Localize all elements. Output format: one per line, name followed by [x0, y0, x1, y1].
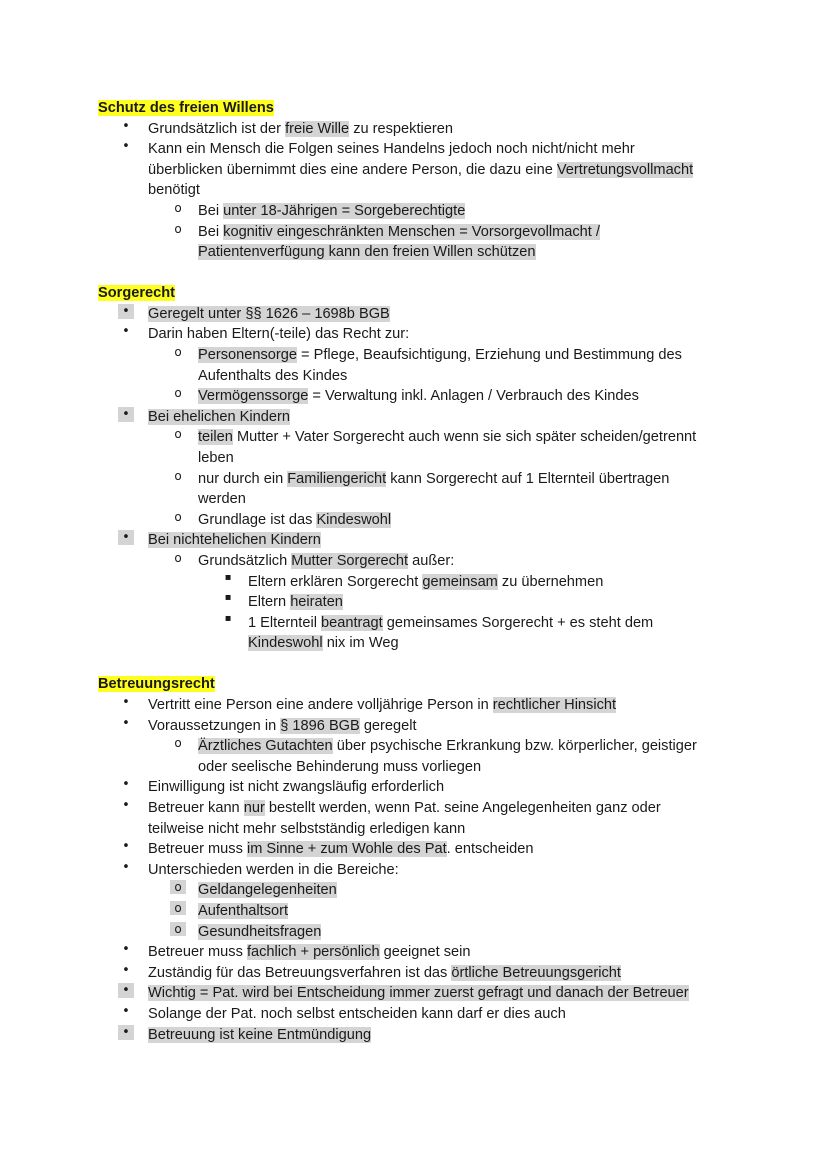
list-item [98, 222, 748, 263]
text-line [148, 819, 748, 840]
bullet-icon: • [122, 324, 130, 340]
list-item [98, 880, 748, 901]
highlighted-text: Familiengericht [287, 470, 387, 487]
highlighted-text: Ärztliches Gutachten [198, 738, 333, 755]
text-line [198, 448, 748, 469]
text: über psychische Erkrankung bzw. körperlicher, geistiger [332, 738, 697, 755]
section-title-text: Schutz des freien Willens [98, 100, 274, 116]
text-line [148, 798, 748, 819]
bullet-icon: • [122, 139, 130, 155]
highlighted-text: § 1896 BGB [280, 717, 360, 734]
text-line [198, 901, 748, 922]
text-line [198, 366, 748, 387]
text: Grundsätzlich [198, 552, 292, 569]
list-item [98, 324, 748, 345]
text: Eltern [248, 594, 291, 611]
highlighted-text: Personensorge [198, 347, 297, 364]
highlighted-text: Gesundheitsfragen [198, 923, 322, 940]
text: Betreuer kann [148, 800, 244, 816]
text-line [248, 613, 748, 634]
highlighted-text: Geldangelegenheiten [198, 882, 337, 899]
bullet-icon: • [118, 530, 134, 545]
text-line [148, 160, 748, 181]
circle-bullet-icon: o [174, 221, 182, 236]
text-line [198, 510, 748, 531]
text-line [198, 736, 748, 757]
text: oder seelische Behinderung muss vorliegen [198, 758, 482, 775]
text: Eltern erklären Sorgerecht [248, 573, 423, 590]
text: bestellt werden, wenn Pat. seine Angelegenheiten ganz oder [264, 800, 661, 816]
list-item [98, 304, 748, 325]
list-item [98, 963, 748, 984]
bullet-icon: • [118, 983, 134, 998]
text-line [248, 572, 748, 593]
highlighted-text: Bei ehelichen Kindern [148, 408, 290, 425]
highlighted-text: fachlich + persönlich [246, 944, 380, 961]
square-bullet-icon: ▪ [224, 612, 232, 624]
text: Unterschieden werden in die Bereiche: [148, 861, 399, 878]
highlighted-text: gemeinsam [422, 573, 498, 590]
list-item [98, 1004, 748, 1025]
text-line [148, 119, 748, 140]
highlighted-text: Vermögenssorge [198, 388, 309, 405]
text: gemeinsames Sorgerecht + es steht dem [382, 614, 654, 631]
circle-bullet-icon: o [170, 922, 186, 936]
highlighted-text: beantragt [321, 614, 383, 631]
text-line [148, 983, 748, 1004]
circle-bullet-icon: o [174, 200, 182, 215]
text: Kann ein Mensch die Folgen seines Handelns jedoch noch nicht/nicht mehr [148, 141, 635, 158]
highlighted-text: Aufenthaltsort [198, 902, 289, 919]
text-line [148, 942, 748, 963]
highlighted-text: nur [243, 800, 265, 816]
text: benötigt [148, 182, 200, 199]
list-item [98, 860, 748, 881]
highlighted-text: Bei nichtehelichen Kindern [148, 532, 321, 549]
text: Aufenthalts des Kindes [198, 367, 348, 384]
list-item [98, 551, 748, 572]
text-line [198, 222, 748, 243]
list-item [98, 201, 748, 222]
text-line [148, 324, 748, 345]
highlighted-text: freie Wille [285, 120, 350, 137]
text: nur durch ein [198, 470, 288, 487]
bullet-icon: • [122, 695, 130, 711]
list-item [98, 613, 748, 654]
circle-bullet-icon: o [170, 901, 186, 915]
text-line [198, 489, 748, 510]
text: Darin haben Eltern(-teile) das Recht zur: [148, 326, 410, 343]
highlighted-text: Geregelt unter §§ 1626 – 1698b BGB [148, 305, 390, 322]
text-line [148, 530, 748, 551]
text-line [148, 180, 748, 201]
circle-bullet-icon: o [174, 736, 182, 751]
text: Voraussetzungen in [148, 717, 281, 734]
list-item [98, 922, 748, 943]
list-item [98, 1025, 748, 1046]
text-line [148, 304, 748, 325]
text: geregelt [359, 717, 417, 734]
circle-bullet-icon: o [174, 550, 182, 565]
text: = Pflege, Beaufsichtigung, Erziehung und Bestimmung des [296, 347, 682, 364]
bullet-icon: • [122, 118, 130, 134]
list-item [98, 777, 748, 798]
list-item [98, 798, 748, 839]
list-item [98, 592, 748, 613]
text-line [148, 839, 748, 860]
list-item [98, 386, 748, 407]
section-title-text: Sorgerecht [98, 285, 176, 302]
text: teilweise nicht mehr selbstständig erledigen kann [148, 820, 466, 837]
text: Zuständig für das Betreuungsverfahren ist das [148, 964, 452, 981]
list-item [98, 530, 748, 551]
list-item [98, 510, 748, 531]
highlighted-text: Vertretungsvollmacht [556, 161, 694, 178]
text: zu übernehmen [497, 573, 604, 590]
bullet-icon: • [122, 859, 130, 875]
text-line [198, 922, 748, 943]
text: = Verwaltung inkl. Anlagen / Verbrauch des Kindes [308, 388, 639, 405]
text-line [198, 345, 748, 366]
text: geeignet sein [379, 944, 471, 961]
text-line [248, 633, 748, 654]
section-schutz-des-freien-willens [98, 98, 748, 263]
list-item [98, 139, 748, 201]
highlighted-text: Wichtig = Pat. wird bei Entscheidung immer zuerst gefragt und danach der Betreuer [148, 985, 689, 1002]
bullet-icon: • [122, 777, 130, 793]
bullet-icon: • [118, 407, 134, 422]
section-title-sorgerecht [98, 283, 748, 304]
list-item [98, 407, 748, 428]
text: Grundsätzlich ist der [148, 120, 286, 137]
text: überblicken übernimmt dies eine andere Person, die dazu eine [148, 161, 557, 178]
highlighted-text: Kindeswohl [248, 635, 323, 652]
bullet-icon: • [122, 962, 130, 978]
circle-bullet-icon: o [174, 427, 182, 442]
section-title-betreuungsrecht [98, 674, 748, 695]
section-sorgerecht [98, 283, 748, 654]
text-line [198, 757, 748, 778]
bullet-icon: • [122, 715, 130, 731]
list-item [98, 983, 748, 1004]
list-item [98, 736, 748, 777]
list-item [98, 427, 748, 468]
bullet-icon: • [118, 1025, 134, 1040]
bullet-icon: • [122, 942, 130, 958]
list-item [98, 695, 748, 716]
bullet-icon: • [122, 839, 130, 855]
text-line [148, 1004, 748, 1025]
text: Bei [198, 202, 224, 219]
text: Grundlage ist das [198, 511, 317, 528]
text-line [148, 716, 748, 737]
text-line [148, 695, 748, 716]
text: 1 Elternteil [248, 614, 322, 631]
text: Mutter + Vater Sorgerecht auch wenn sie sich später scheiden/getrennt [232, 429, 697, 446]
document-body [98, 98, 748, 1066]
list-item [98, 345, 748, 386]
text: Solange der Pat. noch selbst entscheiden kann darf er dies auch [148, 1005, 566, 1022]
text-line [148, 139, 748, 160]
text-line [148, 1025, 748, 1046]
section-title-schutz [98, 98, 748, 119]
bullet-icon: • [122, 798, 130, 813]
text-line [148, 407, 748, 428]
text: werden [198, 491, 246, 508]
text-line [198, 880, 748, 901]
text-line [198, 242, 748, 263]
bullet-icon: • [118, 304, 134, 319]
highlighted-text: örtliche Betreuungsgericht [451, 964, 621, 981]
square-bullet-icon: ▪ [224, 592, 232, 604]
list-item [98, 942, 748, 963]
highlighted-text: im Sinne + zum Wohle des Pat [246, 841, 447, 858]
text-line [148, 777, 748, 798]
text-line [198, 386, 748, 407]
text-line [198, 469, 748, 490]
text: leben [198, 450, 234, 466]
text: Bei [198, 223, 224, 240]
list-item [98, 901, 748, 922]
highlighted-text: Mutter Sorgerecht [291, 552, 409, 569]
text-line [248, 592, 748, 613]
section-betreuungsrecht [98, 674, 748, 1045]
circle-bullet-icon: o [174, 509, 182, 524]
list-item [98, 119, 748, 140]
square-bullet-icon: ▪ [224, 571, 232, 583]
text: kann Sorgerecht auf 1 Elternteil übertragen [386, 470, 670, 487]
list-item [98, 716, 748, 737]
list-item [98, 572, 748, 593]
text-line [148, 963, 748, 984]
text: nix im Weg [322, 635, 399, 652]
highlighted-text: heiraten [290, 594, 343, 611]
text: Betreuer muss [148, 841, 247, 858]
highlighted-text: Betreuung ist keine Entmündigung [148, 1026, 372, 1043]
list-item [98, 469, 748, 510]
text-line [198, 551, 748, 572]
text: Einwilligung ist nicht zwangsläufig erforderlich [148, 779, 445, 796]
highlighted-text: teilen [198, 429, 233, 446]
text: zu respektieren [349, 120, 453, 137]
circle-bullet-icon: o [174, 386, 182, 401]
highlighted-text: Kindeswohl [316, 511, 392, 528]
text: . entscheiden [446, 841, 534, 858]
list-item [98, 839, 748, 860]
section-title-text: Betreuungsrecht [98, 676, 215, 693]
text: außer: [408, 552, 455, 569]
circle-bullet-icon: o [170, 880, 186, 894]
text: Vertritt eine Person eine andere volljährige Person in [148, 697, 493, 714]
highlighted-text: Patientenverfügung kann den freien Willen schützen [198, 244, 536, 261]
circle-bullet-icon: o [174, 345, 182, 360]
bullet-icon: • [122, 1003, 130, 1019]
circle-bullet-icon: o [174, 468, 182, 483]
highlighted-text: rechtlicher Hinsicht [492, 697, 617, 714]
highlighted-text: unter 18-Jährigen = Sorgeberechtigte [223, 202, 466, 219]
highlighted-text: kognitiv eingeschränkten Menschen = Vorsorgevollmacht / [223, 223, 600, 240]
text: Betreuer muss [148, 944, 247, 961]
text-line [148, 860, 748, 881]
text-line [198, 427, 748, 448]
text-line [198, 201, 748, 222]
